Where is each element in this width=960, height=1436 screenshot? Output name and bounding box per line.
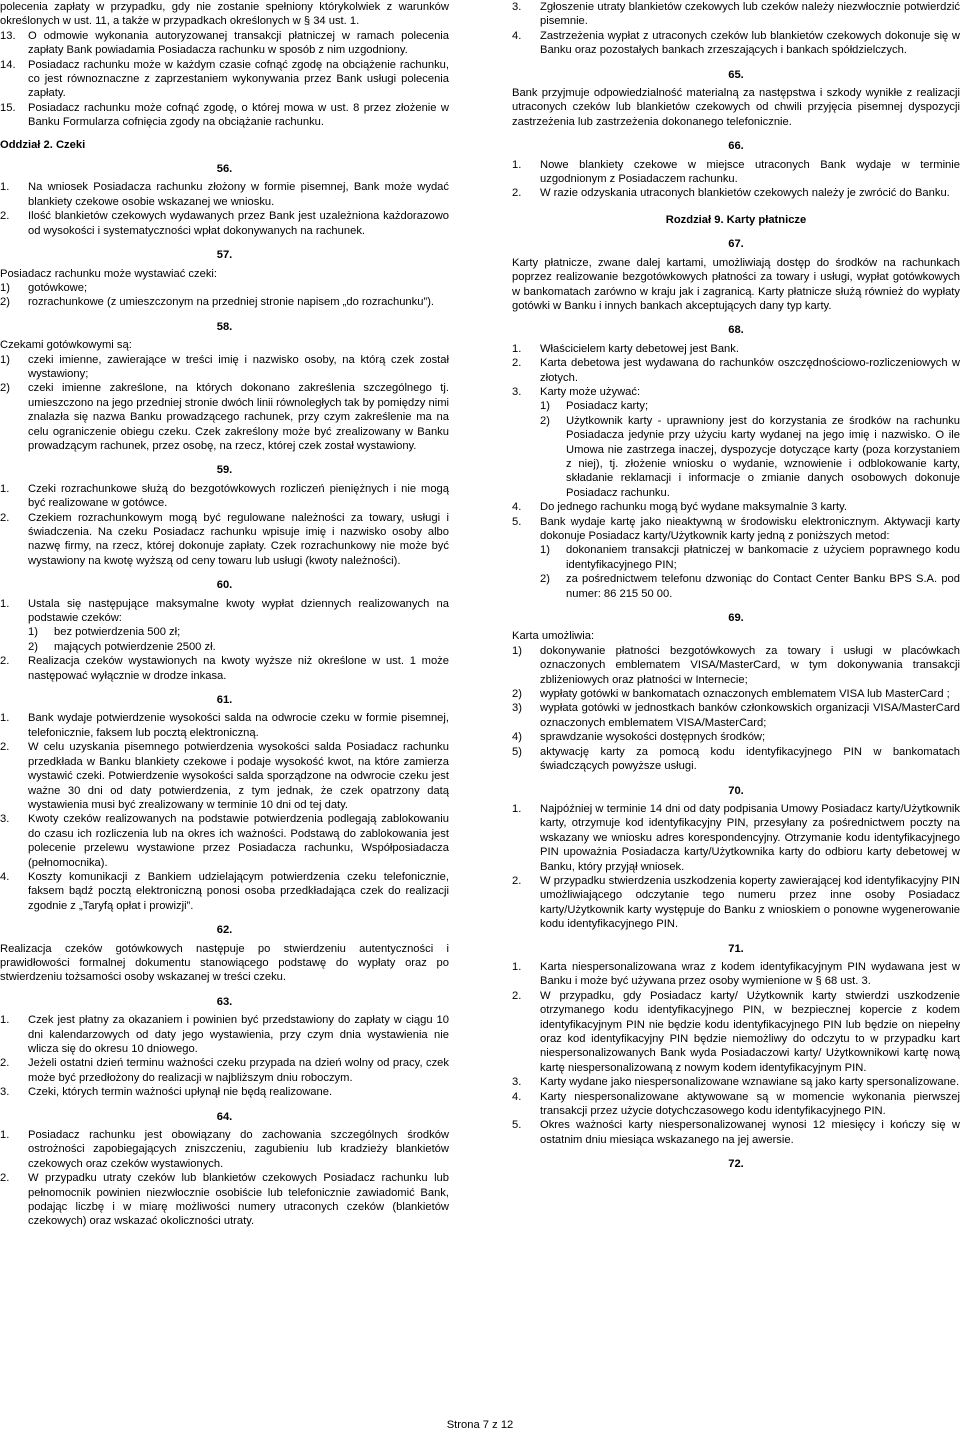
list-item: 2. Realizacja czeków wystawionych na kwoty wyższe niż określone w ust. 1 może następować wyłącznie w drodze inkasa. bbox=[0, 655, 449, 682]
list-item: 14. Posiadacz rachunku może w każdym czasie cofnąć zgodę na obciążenie rachunku, co jest równoznaczne z zaprzestaniem wykonywania przez Bank usługi polecenia zapłaty. bbox=[0, 58, 449, 100]
right-column bbox=[512, 0, 960, 1176]
paragraph-text: Realizacja czeków gotówkowych następuje po stwierdzeniu autentyczności i prawidłowości formalnej dokumentu stanowiącego podstawę do wypłaty oraz po stwierdzeniu tożsamości osoby wskazanej w treści czeku. bbox=[0, 942, 449, 984]
list-item: 1. Posiadacz rachunku jest obowiązany do zachowania szczególnych środków ostrożności zapobiegających zniszczeniu, zagubieniu lub kradzieży blankietów czekowych oraz czeków wystawionych. bbox=[0, 1129, 449, 1170]
list-item: 2. W przypadku utraty czeków lub blankietów czekowych Posiadacz rachunku lub pełnomocnik powinien niezwłocznie osobiście lub telefonicznie zawiadomić Bank, podając liczbę i w miarę możliwości numery utraconych czeków (blankietów czekowych) oraz wskazać okoliczności utraty. bbox=[0, 1172, 449, 1228]
list-item: 3) wypłata gotówki w jednostkach banków członkowskich organizacji VISA/MasterCard oznaczonych emblematem VISA/MasterCard; bbox=[512, 702, 960, 729]
list-item: 1. Nowe blankiety czekowe w miejsce utraconych Bank wydaje w terminie uzgodnionym z Posiadaczem rachunku. bbox=[512, 158, 960, 186]
list-item: 5) aktywację karty za pomocą kodu identyfikacyjnego PIN w bankomatach świadczących powyższe usługi. bbox=[512, 745, 960, 773]
list-item: 2. W celu uzyskania pisemnego potwierdzenia wysokości salda Posiadacz rachunku przedkłada w Banku blankiety czekowe i podaje wysokość kwot, na które zamierza wystawić czeki. Potwierdzenie wysokości salda sporządzone na odwrocie czeku jest ważne 30 dni od daty potwierdzenia, z tym jednak, że czek opatrzony datą wystawienia musi być zrealizowany w terminie 10 dni od tej daty. bbox=[0, 741, 449, 811]
list-item: 1. Karta niespersonalizowana wraz z kodem identyfikacyjnym PIN wydawana jest w Banku i może być używana przez osoby wymienione w § 68 ust. 3. bbox=[512, 960, 960, 988]
list-item: 2. Ilość blankietów czekowych wydawanych przez Bank jest uzależniona każdorazowo od wysokości i systematyczności wpłat dokonywanych na rachunek. bbox=[0, 210, 449, 237]
list-item: 1. Właścicielem karty debetowej jest Bank. bbox=[512, 342, 739, 355]
paragraph-number-63: 63. bbox=[216, 995, 233, 1008]
list-item: 1. Na wniosek Posiadacza rachunku złożony w formie pisemnej, Bank może wydać blankiety czekowe osobie wskazanej we wniosku. bbox=[0, 181, 449, 208]
list-item: 2. W przypadku stwierdzenia uszkodzenia koperty zawierającej kod identyfikacyjny PIN umożliwiającego odczytanie tego numeru przez inne osoby Posiadacz karty/Użytkownik karty występuje do Banku z wnioskiem o ponowne wygenerowanie kodu identyfikacyjnego PIN. bbox=[512, 874, 960, 931]
list-item: polecenia zapłaty w przypadku, gdy nie zostanie spełniony którykolwiek z warunków określonych w ust. 11, a także w przypadkach określonych w § 34 ust. 1. bbox=[0, 1, 449, 28]
section-heading: Oddział 2. Czeki bbox=[0, 138, 86, 151]
sub-list-item: 1) dokonaniem transakcji płatniczej w bankomacie z użyciem poprawnego kodu identyfikacyjnego PIN; bbox=[540, 544, 960, 571]
chapter-heading: Rozdział 9. Karty płatnicze bbox=[665, 213, 807, 226]
list-item: 2. Czekiem rozrachunkowym mogą być regulowane należności za towary, usługi i świadczenia. Na czeku Posiadacz rachunku wpisuje imię i nazwisko osoby albo nazwę firmy, na rzecz, której dokonuje zapłaty. Czek rozrachunkowy nie może być wystawiony na kwotę wyższą od ceny towaru lub usługi (kwoty należności). bbox=[0, 511, 449, 567]
list-item: 1. Czek jest płatny za okazaniem i powinien być przedstawiony do zapłaty w ciągu 10 dni kalendarzowych od daty jego wystawienia, przy czym dnia wystawienia nie wlicza się do okresu 10 dniowego. bbox=[0, 1014, 449, 1055]
paragraph-number-64: 64. bbox=[216, 1110, 233, 1123]
paragraph-number-72: 72. bbox=[728, 1158, 744, 1171]
paragraph-number-70: 70. bbox=[728, 784, 744, 797]
paragraph-lead: Czekami gotówkowymi są: bbox=[0, 339, 132, 352]
page-number: Strona 7 z 12 bbox=[446, 1419, 514, 1431]
paragraph-number-69: 69. bbox=[728, 612, 744, 625]
paragraph-text: Bank przyjmuje odpowiedzialność materialną za następstwa i szkody wynikłe z realizacji utraconych czeków lub blankietów czekowych od chwili przyjęcia pisemnej dyspozycji zastrzeżenia lub zastrzeżenia dokonanego telefonicznie. bbox=[512, 87, 960, 128]
list-item: 4. Zastrzeżenia wypłat z utraconych czeków lub blankietów czekowych dokonuje się w Banku oraz pozostałych bankach zrzeszających i bankach spółdzielczych. bbox=[512, 29, 960, 57]
list-item: 2) czeki imienne zakreślone, na których dokonano zakreślenia szczególnego tj. umieszczono na jego przedniej stronie dwóch linii równoległych tak by pomiędzy nimi znalazła się nazwa Banku prowadzącego rachunek, przy czym zakreślenie ma na celu ograniczenie obiegu czeku. Czek zakreślony może być zrealizowany w Banku prowadzącym rachunek, przez osobę, na rzecz, której czek został wystawiony. bbox=[0, 382, 449, 452]
list-item: 5. Okres ważności karty niespersonalizowanej wynosi 12 miesięcy i kończy się w ostatnim dniu miesiąca wskazanego na jej awersie. bbox=[512, 1119, 960, 1146]
list-item: 4. Do jednego rachunku mogą być wydane maksymalnie 3 karty. bbox=[512, 501, 847, 514]
list-item: 2) rozrachunkowe (z umieszczonym na przedniej stronie napisem „do rozrachunku”). bbox=[0, 296, 435, 309]
list-item: 1. Bank wydaje potwierdzenie wysokości salda na odwrocie czeku w formie pisemnej, telefonicznie, faksem lub pocztą elektroniczną. bbox=[0, 712, 449, 739]
paragraph-number-65: 65. bbox=[728, 68, 744, 81]
sub-list-item: 2) mających potwierdzenie 2500 zł. bbox=[28, 640, 216, 653]
sub-list-item: 1) bez potwierdzenia 500 zł; bbox=[28, 626, 181, 639]
list-item: 3. Kwoty czeków realizowanych na podstawie potwierdzenia podlegają zablokowaniu do czasu ich rozliczenia lub na okres ich ważności. Podstawą do zablokowania jest polecenie przelewu wystawione przez Posiadacza rachunku, Współposiadacza (pełnomocnika). bbox=[0, 813, 449, 869]
list-item: 2. W razie odzyskania utraconych blankietów czekowych należy je zwrócić do Banku. bbox=[512, 187, 950, 200]
paragraph-number-61: 61. bbox=[216, 694, 233, 707]
list-item: 2. W przypadku, gdy Posiadacz karty/ Użytkownik karty stwierdzi uszkodzenie otrzymanego kodu identyfikacyjnego PIN, w bezpiecznej kopercie z kodem identyfikacyjnym PIN nie będzie kodu identyfikacyjnego PIN lub będzie on niepełny oraz kod identyfikacyjny PIN będzie niemożliwy do odczytu to w przypadku kart niespersonalizowanych Bank wyda Posiadaczowi karty/ Użytkownikowi kartę nową kartę niespersonalizowaną z nowym kodem identyfikacyjnym PIN. bbox=[512, 989, 960, 1074]
list-item: 4. Koszty komunikacji z Bankiem udzielającym potwierdzenia czeku telefonicznie, faksem bądź pocztą elektroniczną ponosi osoba przedkładająca czek do realizacji zgodnie z „Taryfą opłat i prowizji”. bbox=[0, 870, 449, 912]
left-column bbox=[0, 0, 449, 1229]
list-item: 2. Karta debetowa jest wydawana do rachunków oszczędnościowo-rozliczeniowych w złotych. bbox=[512, 357, 960, 384]
list-item: 1) gotówkowe; bbox=[0, 281, 88, 294]
list-item: 4. Karty niespersonalizowane aktywowane są w momencie wykonania pierwszej transakcji przez użycie dotychczasowego kodu identyfikacyjnego PIN. bbox=[512, 1090, 960, 1118]
list-item: 2) wypłaty gotówki w bankomatach oznaczonych emblematem VISA lub MasterCard ; bbox=[512, 688, 950, 701]
paragraph-number-58: 58. bbox=[216, 320, 233, 333]
list-item: 3. Czeki, których termin ważności upłynął nie będą realizowane. bbox=[0, 1086, 333, 1099]
sub-list-item: 2) za pośrednictwem telefonu dzwoniąc do Contact Center Banku BPS S.A. pod numer: 86 215 50 00. bbox=[540, 573, 960, 600]
intro-items bbox=[0, 0, 449, 130]
sub-list-item: 1) Posiadacz karty; bbox=[540, 400, 649, 413]
list-item: 4) sprawdzanie wysokości dostępnych środków; bbox=[512, 731, 766, 744]
paragraph-number-57: 57. bbox=[216, 249, 233, 262]
paragraph-number-56: 56. bbox=[216, 163, 233, 176]
list-item: 3. Karty wydane jako niespersonalizowane wznawiane są jako karty spersonalizowane. bbox=[512, 1076, 960, 1089]
list-item: 1. Czeki rozrachunkowe służą do bezgotówkowych rozliczeń pieniężnych i nie mogą być realizowane w gotówce. bbox=[0, 482, 449, 510]
paragraph-number-62: 62. bbox=[216, 924, 233, 937]
list-item: 3. Karty może używać: bbox=[512, 385, 641, 398]
list-item: 13. O odmowie wykonania autoryzowanej transakcji płatniczej w ramach polecenia zapłaty Bank powiadamia Posiadacza rachunku w sposób z nim uzgodniony. bbox=[0, 29, 449, 57]
paragraph-text: Karty płatnicze, zwane dalej kartami, umożliwiają dostęp do środków na rachunkach poprzez realizowanie bezgotówkowych płatności za towary i usługi, wypłat gotówkowych w bankomatach zarówno w kraju jak i zagranicą. Karty płatnicze służą również do wypłaty gotówki w Banku i innych bankach akceptujących dany typ karty. bbox=[512, 256, 960, 312]
paragraph-number-60: 60. bbox=[216, 579, 233, 592]
list-item: 1. Ustala się następujące maksymalne kwoty wypłat dziennych realizowanych na podstawie czeków: bbox=[0, 597, 449, 625]
paragraph-lead: Posiadacz rachunku może wystawiać czeki: bbox=[0, 267, 218, 280]
paragraph-lead: Karta umożliwia: bbox=[512, 630, 595, 643]
list-item: 3. Zgłoszenie utraty blankietów czekowych lub czeków należy niezwłocznie potwierdzić pisemnie. bbox=[512, 1, 960, 28]
list-item: 1) dokonywanie płatności bezgotówkowych za towary i usługi w placówkach oznaczonych emblematem VISA/MasterCard, w tym dokonywania transakcji zbliżeniowych oraz płatności w Internecie; bbox=[512, 644, 960, 686]
sub-list-item: 2) Użytkownik karty - uprawniony jest do korzystania ze środków na rachunku Posiadacza jedynie przy użyciu karty wydanej na jego imię i nazwisko. O ile Umowa nie zastrzega inaczej, dyspozycje dotyczące karty (poza korzystaniem z niej), tj. złożenie wniosku o wydanie, wznowienie i odblokowanie karty, składanie reklamacji i informacje o zmianie danych osobowych dokonuje Posiadacz rachunku. bbox=[540, 414, 960, 499]
list-item: 2. Jeżeli ostatni dzień terminu ważności czeku przypada na dzień wolny od pracy, czek może być przedłożony do realizacji w najbliższym dniu roboczym. bbox=[0, 1057, 449, 1084]
paragraph-number-66: 66. bbox=[728, 140, 744, 153]
list-item: 5. Bank wydaje kartę jako nieaktywną w środowisku elektronicznym. Aktywacji karty dokonuje Posiadacz karty/Użytkownik karty jedną z poniższych metod: bbox=[512, 515, 960, 542]
list-item: 15. Posiadacz rachunku może cofnąć zgodę, o której mowa w ust. 8 przez złożenie w Banku Formularza cofnięcia zgody na obciążanie rachunku. bbox=[0, 101, 449, 129]
paragraph-number-68: 68. bbox=[728, 324, 744, 337]
list-item: 1) czeki imienne, zawierające w treści imię i nazwisko osoby, na którą czek został wystawiony; bbox=[0, 353, 449, 380]
paragraph-number-59: 59. bbox=[216, 464, 233, 477]
paragraph-number-67: 67. bbox=[728, 238, 744, 251]
paragraph-number-71: 71. bbox=[728, 942, 744, 955]
list-item: 1. Najpóźniej w terminie 14 dni od daty podpisania Umowy Posiadacz karty/Użytkownik karty, otrzymuje kod identyfikacyjny PIN, przesyłany za pośrednictwem poczty na wskazany we wniosku adres korespondencyjny. Otrzymanie kodu identyfikacyjnego PIN upoważnia Posiadacza karty/Użytkownika karty do odbioru karty debetowej w Banku, który przyjął wniosek. bbox=[512, 802, 960, 873]
